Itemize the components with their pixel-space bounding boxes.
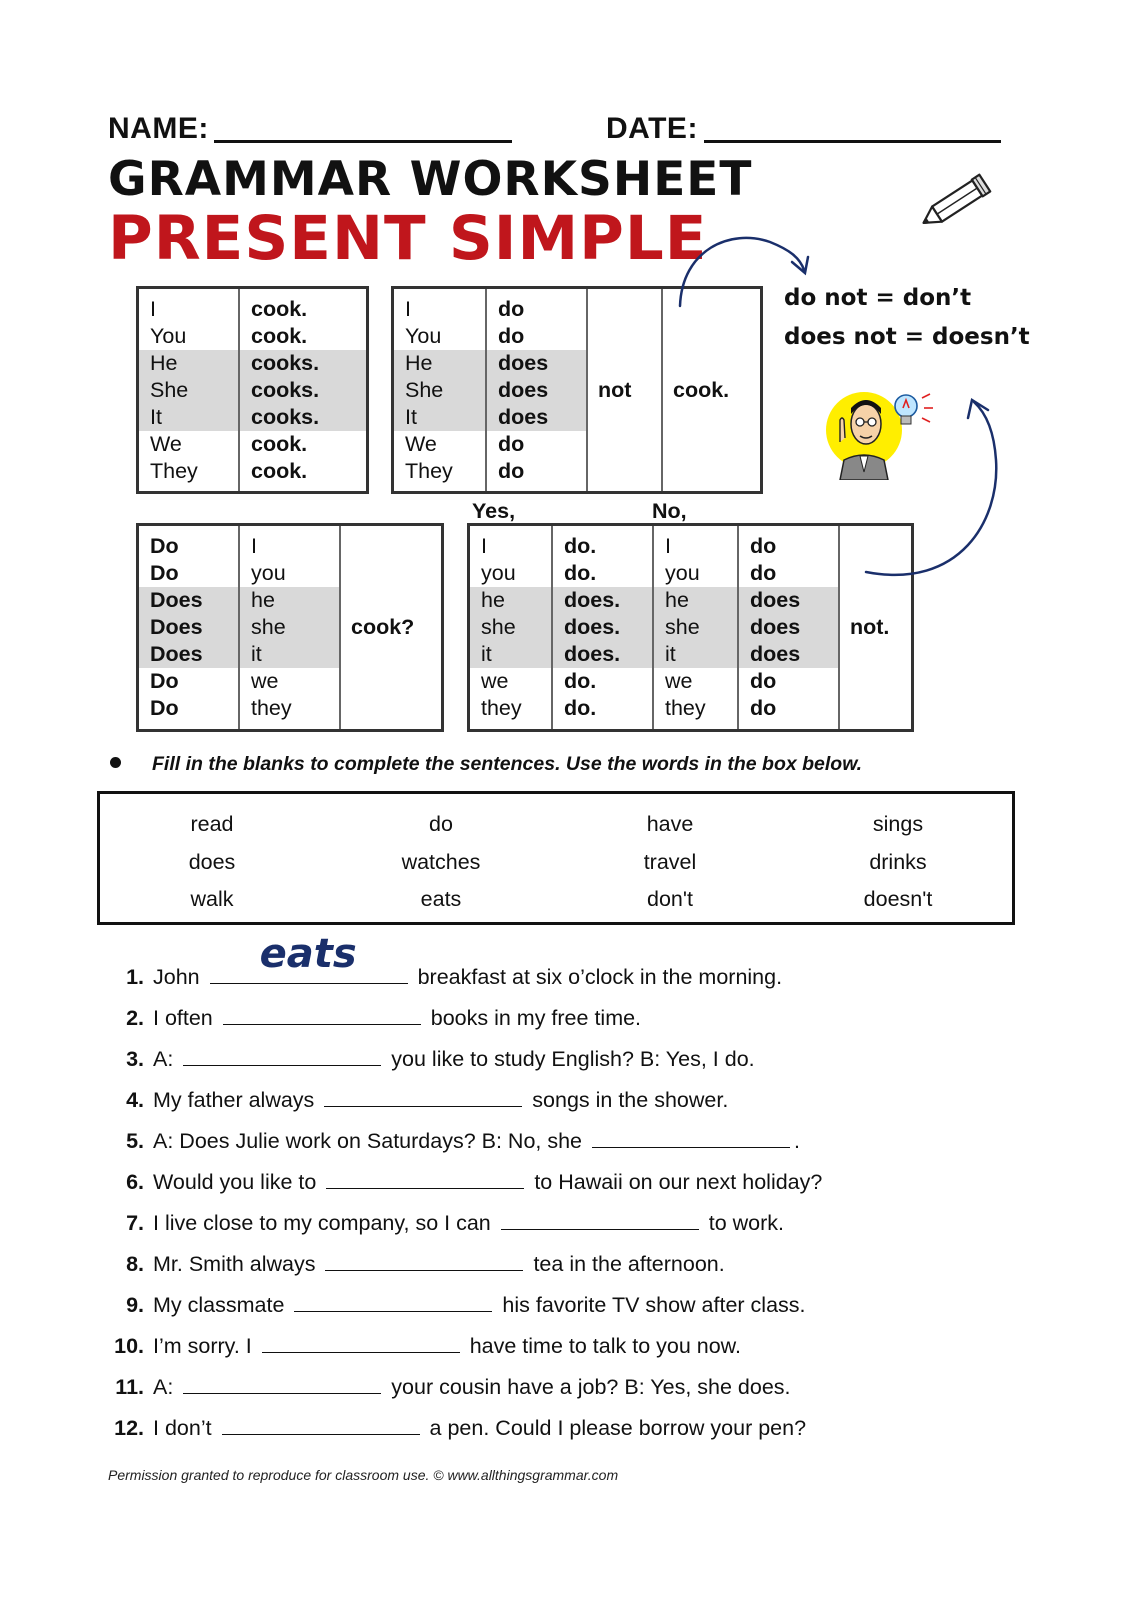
verb-cell: cooks.	[240, 404, 366, 431]
exercise-before: Mr. Smith always	[153, 1252, 316, 1276]
exercise-after: a pen. Could I please borrow your pen?	[429, 1416, 807, 1440]
question-aux-cell: Do	[150, 696, 179, 720]
pronoun-cell: She	[394, 377, 485, 404]
exercise-item	[100, 1371, 791, 1401]
answer-blank[interactable]	[501, 1207, 699, 1230]
exercise-before: Would you like to	[153, 1170, 317, 1194]
no-pronoun-cell: she	[654, 614, 737, 641]
answer-blank[interactable]	[592, 1125, 790, 1148]
date-label: DATE:	[606, 112, 698, 145]
word-box-item: do	[429, 812, 453, 836]
yes-aux-cell: does.	[553, 587, 652, 614]
exercise-after: his favorite TV show after class.	[502, 1293, 806, 1317]
exercise-before: A:	[153, 1375, 174, 1399]
exercise-number: 1.	[126, 965, 144, 989]
word-box-item: watches	[401, 850, 481, 874]
verb-cell: cook.	[251, 458, 308, 483]
exercise-item	[100, 1289, 806, 1319]
question-pronoun-cell: it	[240, 641, 339, 668]
question-pronoun-cell: we	[251, 669, 279, 693]
yes-pronoun-cell: I	[481, 534, 487, 558]
exercise-after: to Hawaii on our next holiday?	[534, 1170, 823, 1194]
yes-aux-cell: do.	[564, 561, 597, 585]
short-answers-table	[467, 523, 914, 732]
yes-pronoun-cell: she	[470, 614, 551, 641]
auxiliary-cell: do	[498, 296, 525, 321]
no-aux-column	[739, 526, 840, 729]
question-pronoun-cell: they	[251, 696, 292, 720]
exercise-number: 4.	[126, 1088, 144, 1112]
answer-blank[interactable]	[223, 1002, 421, 1025]
no-pronoun-cell: you	[665, 561, 700, 585]
yes-pronoun-cell: we	[481, 669, 509, 693]
pronoun-column	[394, 289, 487, 491]
question-aux-cell: Do	[150, 561, 179, 585]
pronoun-cell: I	[405, 296, 411, 321]
word-box-item: have	[646, 812, 694, 836]
exercise-before: My classmate	[153, 1293, 285, 1317]
exercise-after: songs in the shower.	[532, 1088, 729, 1112]
question-aux-cell: Do	[150, 534, 179, 558]
question-verb: cook?	[351, 615, 415, 639]
exercise-before: I’m sorry. I	[153, 1334, 252, 1358]
answer-blank[interactable]	[262, 1330, 460, 1353]
no-aux-cell: does	[739, 641, 838, 668]
exercise-number: 10.	[114, 1334, 144, 1358]
pronoun-cell: It	[394, 404, 485, 431]
exercise-item	[100, 1125, 800, 1155]
pronoun-cell: They	[150, 458, 198, 483]
word-box-item: drinks	[869, 850, 927, 874]
pronoun-cell: We	[405, 431, 437, 456]
word-box-item: eats	[420, 887, 462, 911]
verb-cell: cook.	[251, 296, 308, 321]
verb-column	[240, 289, 366, 491]
exercise-item	[100, 1002, 641, 1032]
pronoun-cell: I	[150, 296, 156, 321]
exercise-number: 7.	[126, 1211, 144, 1235]
exercise-item	[100, 1084, 728, 1114]
contraction-doesnt: does not = doesn’t	[784, 324, 1030, 350]
exercise-item	[100, 1248, 725, 1278]
question-aux-cell: Does	[139, 587, 238, 614]
exercise-number: 2.	[126, 1006, 144, 1030]
no-aux-cell: do	[750, 534, 777, 558]
no-pronoun-column	[654, 526, 739, 729]
question-aux-cell: Does	[139, 641, 238, 668]
question-verb-column	[341, 526, 441, 729]
instructions-text: Fill in the blanks to complete the sentences. Use the words in the box below.	[152, 753, 863, 775]
no-aux-cell: do	[750, 669, 777, 693]
negation-word: not	[598, 377, 632, 402]
no-pronoun-cell: he	[654, 587, 737, 614]
negation-column	[588, 289, 663, 491]
exercise-item	[100, 1330, 741, 1360]
question-pronoun-column	[240, 526, 341, 729]
exercise-after: have time to talk to you now.	[469, 1334, 741, 1358]
answer-blank[interactable]	[183, 1043, 381, 1066]
yes-pronoun-column	[470, 526, 553, 729]
exercise-after: you like to study English? B: Yes, I do.	[391, 1047, 755, 1071]
no-aux-cell: does	[739, 614, 838, 641]
auxiliary-cell: do	[498, 431, 525, 456]
question-pronoun-cell: you	[251, 561, 286, 585]
yes-aux-cell: do.	[564, 669, 597, 693]
question-pronoun-cell: she	[240, 614, 339, 641]
base-verb: cook.	[673, 377, 730, 402]
exercise-number: 5.	[126, 1129, 144, 1153]
exercise-before: A: Does Julie work on Saturdays? B: No, she	[153, 1129, 583, 1153]
arrowhead-top-icon	[792, 257, 808, 273]
pronoun-cell: We	[150, 431, 182, 456]
yes-pronoun-cell: he	[470, 587, 551, 614]
word-box-item: travel	[643, 850, 697, 874]
arrowhead-bottom-icon	[968, 400, 988, 418]
pronoun-cell: You	[405, 323, 442, 348]
word-box	[97, 791, 1015, 925]
pronoun-cell: It	[139, 404, 238, 431]
auxiliary-cell: does	[487, 377, 586, 404]
question-table	[136, 523, 444, 732]
no-pronoun-cell: we	[665, 669, 693, 693]
pronoun-cell: She	[139, 377, 238, 404]
name-blank[interactable]	[214, 140, 512, 143]
auxiliary-cell: do	[498, 323, 525, 348]
no-pronoun-cell: they	[665, 696, 706, 720]
question-aux-cell: Does	[139, 614, 238, 641]
auxiliary-column	[487, 289, 588, 491]
exercise-number: 3.	[126, 1047, 144, 1071]
word-box-item: doesn't	[863, 887, 933, 911]
exercise-before: My father always	[153, 1088, 315, 1112]
yes-pronoun-cell: they	[481, 696, 522, 720]
footer-permission: Permission granted to reproduce for classroom use. © www.allthingsgrammar.com	[108, 1467, 619, 1483]
exercise-number: 6.	[126, 1170, 144, 1194]
answer-blank[interactable]	[326, 1166, 524, 1189]
verb-cell: cooks.	[240, 377, 366, 404]
exercise-item	[100, 1207, 784, 1237]
answer-blank[interactable]	[222, 1412, 420, 1435]
exercise-item	[100, 1412, 806, 1442]
exercise-after: .	[794, 1129, 800, 1153]
short-answer-negation: not.	[850, 615, 890, 639]
yes-aux-cell: does.	[553, 614, 652, 641]
exercise-after: your cousin have a job? B: Yes, she does.	[391, 1375, 791, 1399]
question-aux-column	[139, 526, 240, 729]
exercise-number: 11.	[115, 1375, 144, 1399]
no-aux-cell: does	[739, 587, 838, 614]
idea-teacher-icon	[818, 380, 942, 480]
bullet-icon	[110, 757, 121, 768]
no-aux-cell: do	[750, 561, 777, 585]
exercise-number: 8.	[126, 1252, 144, 1276]
exercise-before: A:	[153, 1047, 174, 1071]
pronoun-cell: They	[405, 458, 453, 483]
exercise-before: John	[153, 965, 200, 989]
yes-aux-cell: do.	[564, 534, 597, 558]
word-box-item: walk	[190, 887, 234, 911]
word-box-item: does	[188, 850, 236, 874]
auxiliary-cell: does	[487, 350, 586, 377]
exercise-item	[100, 1043, 755, 1073]
no-pronoun-cell: it	[654, 641, 737, 668]
word-box-item: read	[190, 812, 234, 836]
no-label: No,	[652, 499, 687, 523]
no-aux-cell: do	[750, 696, 777, 720]
name-label: NAME:	[108, 112, 209, 145]
yes-pronoun-cell: you	[481, 561, 516, 585]
verb-cell: cook.	[251, 431, 308, 456]
pronoun-cell: He	[139, 350, 238, 377]
worksheet-title: GRAMMAR WORKSHEET	[108, 152, 753, 207]
word-box-item: don't	[647, 887, 693, 911]
question-pronoun-cell: I	[251, 534, 257, 558]
date-blank[interactable]	[704, 140, 1001, 143]
exercise-item	[100, 1166, 822, 1196]
contraction-dont: do not = don’t	[784, 285, 972, 311]
handwritten-answer: eats	[259, 931, 357, 977]
verb-cell: cook.	[251, 323, 308, 348]
word-box-item: sings	[872, 812, 924, 836]
answer-blank[interactable]	[294, 1289, 492, 1312]
base-verb-column	[663, 289, 760, 491]
exercise-number: 9.	[126, 1293, 144, 1317]
exercise-number: 12.	[114, 1416, 144, 1440]
question-pronoun-cell: he	[240, 587, 339, 614]
exercise-after: books in my free time.	[430, 1006, 642, 1030]
yes-aux-column	[553, 526, 654, 729]
affirmative-table	[136, 286, 369, 494]
exercise-before: I don’t	[153, 1416, 212, 1440]
pronoun-cell: He	[394, 350, 485, 377]
exercise-after: breakfast at six o’clock in the morning.	[417, 965, 783, 989]
yes-pronoun-cell: it	[470, 641, 551, 668]
short-answer-negation-column	[840, 526, 911, 729]
yes-aux-cell: does.	[553, 641, 652, 668]
answer-blank[interactable]	[325, 1248, 523, 1271]
pronoun-cell: You	[150, 323, 187, 348]
answer-blank[interactable]	[210, 931, 408, 984]
auxiliary-cell: do	[498, 458, 525, 483]
pencil-icon	[912, 168, 1000, 238]
yes-label: Yes,	[472, 499, 516, 523]
auxiliary-cell: does	[487, 404, 586, 431]
no-pronoun-cell: I	[665, 534, 671, 558]
exercise-before: I often	[153, 1006, 213, 1030]
answer-blank[interactable]	[324, 1084, 522, 1107]
worksheet-subtitle: PRESENT SIMPLE	[108, 203, 708, 274]
pronoun-column	[139, 289, 240, 491]
exercise-item	[100, 931, 783, 991]
answer-blank[interactable]	[183, 1371, 381, 1394]
exercise-before: I live close to my company, so I can	[153, 1211, 491, 1235]
exercise-after: tea in the afternoon.	[533, 1252, 725, 1276]
yes-aux-cell: do.	[564, 696, 597, 720]
question-aux-cell: Do	[150, 669, 179, 693]
verb-cell: cooks.	[240, 350, 366, 377]
negative-table	[391, 286, 763, 494]
exercise-after: to work.	[708, 1211, 785, 1235]
